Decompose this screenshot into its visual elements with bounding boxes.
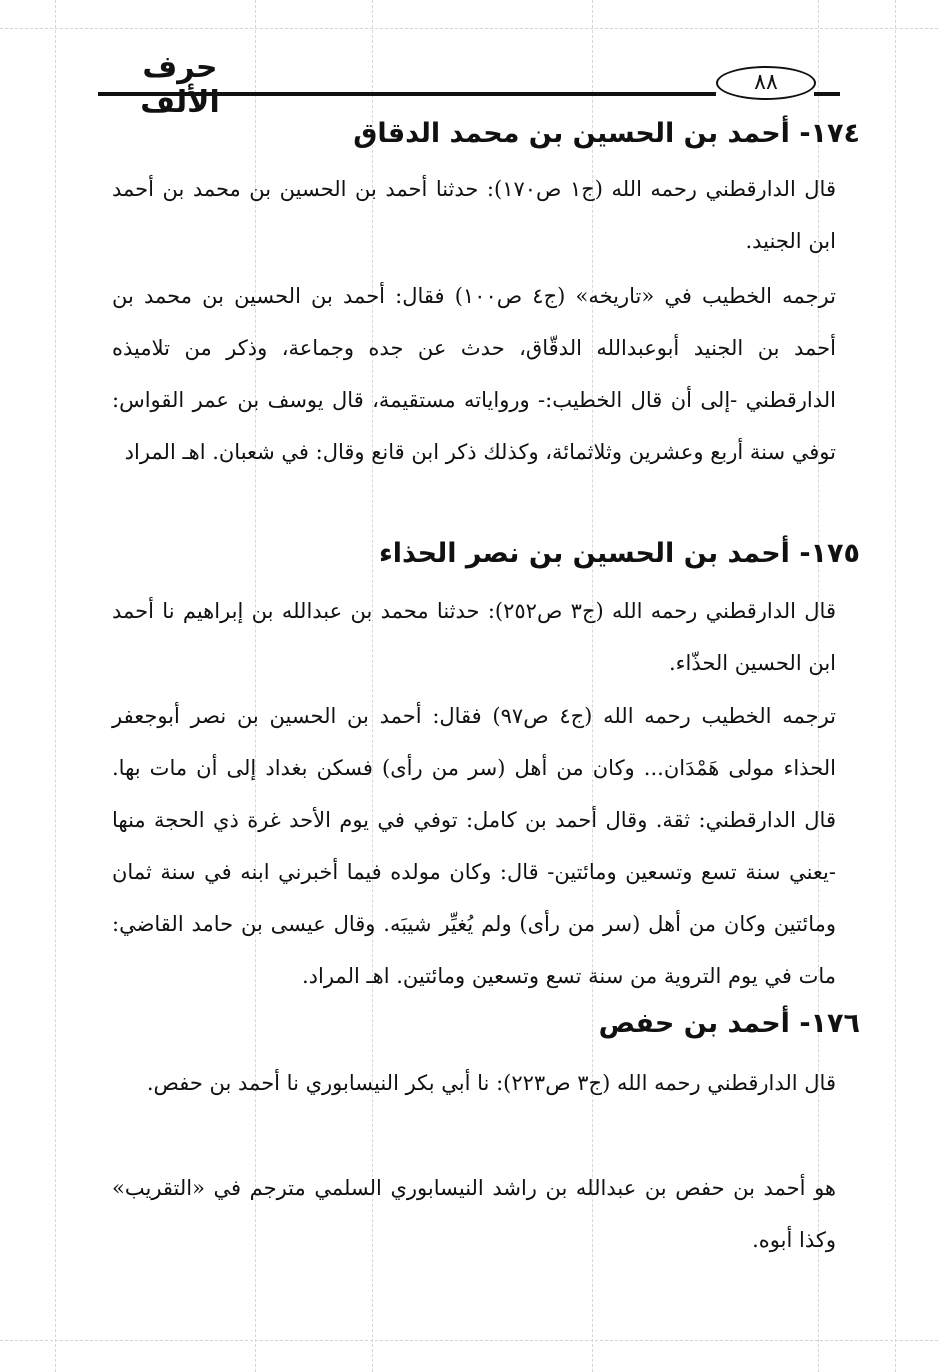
entry-176-paragraph-2: هو أحمد بن حفص بن عبدالله بن راشد النيسابوري السلمي مترجم في «التقريب» وكذا أبوه. <box>112 1176 836 1252</box>
page-number-frame <box>716 66 816 100</box>
entry-174-paragraph-1: قال الدارقطني رحمه الله (ج١ ص١٧٠): حدثنا أحمد بن الحسين بن محمد بن أحمد ابن الجنيد. <box>112 177 836 253</box>
running-title: حرف الألف <box>140 50 220 120</box>
entry-175-paragraph-1: قال الدارقطني رحمه الله (ج٣ ص٢٥٢): حدثنا محمد بن عبدالله بن إبراهيم نا أحمد ابن الحسين الحذّاء. <box>112 599 836 675</box>
guide-line <box>55 0 56 1372</box>
entry-title-176: ١٧٦- أحمد بن حفص <box>598 1008 860 1039</box>
entry-176-paragraph-1: قال الدارقطني رحمه الله (ج٣ ص٢٢٣): نا أبي بكر النيسابوري نا أحمد بن حفص. <box>146 1071 836 1095</box>
page-number: ٨٨ <box>716 66 816 100</box>
guide-line <box>0 28 938 29</box>
entry-175-paragraph-2: ترجمه الخطيب رحمه الله (ج٤ ص٩٧) فقال: أحمد بن الحسين بن نصر أبوجعفر الحذاء مولى هَمْدَان... وكان من أهل (سر من رأى) فسكن بغداد إلى أن مات بها. قال الدارقطني: ثقة. وقال أحمد بن كامل: توفي في يوم الأحد غرة ذي الحجة منها -يعني سنة تسع وتسعين ومائتين- قال: وكان مولده فيما أخبرني ابنه في سنة ثمان ومائتين وكان من أهل (سر من رأى) ولم يُغيِّر شيبَه. وقال عيسى بن حامد القاضي: مات في يوم التروية من سنة تسع وتسعين ومائتين. اهـ المراد. <box>112 704 837 988</box>
guide-line <box>0 1340 938 1341</box>
guide-line <box>895 0 896 1372</box>
entry-title-175: ١٧٥- أحمد بن الحسين بن نصر الحذاء <box>378 538 860 569</box>
header-rule-tail <box>814 92 840 96</box>
entry-174-paragraph-2: ترجمه الخطيب في «تاريخه» (ج٤ ص١٠٠) فقال: أحمد بن الحسين بن محمد بن أحمد بن الجنيد أبوعبدالله الدقّاق، حدث عن جده وجماعة، وذكر من تلاميذه الدارقطني -إلى أن قال الخطيب:- ورواياته مستقيمة، قال يوسف بن عمر القواس: توفي سنة أربع وعشرين وثلاثمائة، وكذلك ذكر ابن قانع وقال: في شعبان. اهـ المراد <box>112 284 837 464</box>
entry-title-174: ١٧٤- أحمد بن الحسين بن محمد الدقاق <box>353 118 860 149</box>
